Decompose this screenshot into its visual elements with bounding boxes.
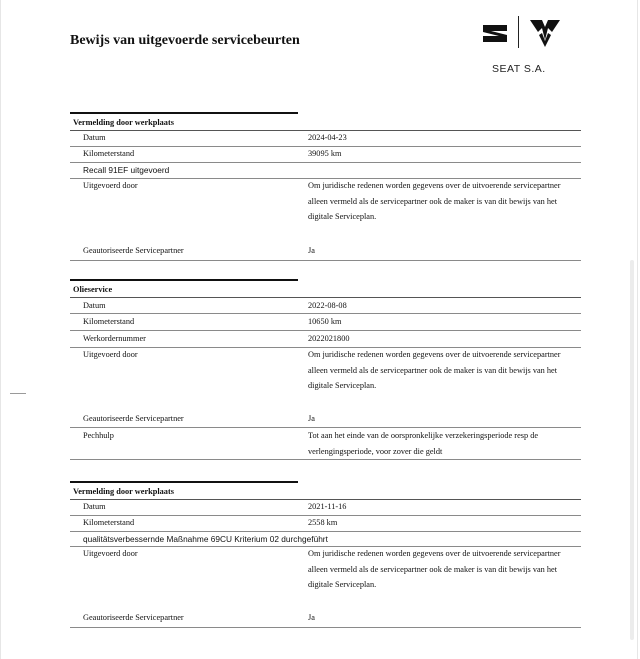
section-heading: Vermelding door werkplaats — [73, 118, 174, 127]
row-label-date: Datum — [83, 502, 106, 511]
row-label-performed-by: Uitgevoerd door — [83, 549, 138, 558]
row-divider — [70, 499, 581, 500]
row-value-authorized: Ja — [308, 613, 315, 622]
page-edge-right — [637, 0, 638, 659]
row-value-mileage: 39095 km — [308, 149, 342, 158]
service-section-2 — [70, 279, 581, 463]
cupra-logo-icon — [528, 16, 562, 50]
row-value-authorized: Ja — [308, 246, 315, 255]
row-divider — [70, 297, 581, 298]
row-divider — [70, 515, 581, 516]
section-heading: Olieservice — [73, 285, 113, 294]
section-top-bar — [70, 481, 298, 483]
row-value-mileage: 10650 km — [308, 317, 342, 326]
section-heading: Vermelding door werkplaats — [73, 487, 174, 496]
row-divider — [70, 531, 581, 532]
row-value-roadside: Tot aan het einde van de oorspronkelijke verzekeringsperiode resp de verlengingsperiode, voor zover die geldt — [308, 431, 539, 456]
row-label-mileage: Kilometerstand — [83, 149, 135, 158]
row-value-date: 2024-04-23 — [308, 133, 347, 142]
service-section-3 — [70, 481, 581, 631]
row-label-work-order: Werkordernummer — [83, 334, 146, 343]
row-divider — [70, 627, 581, 628]
row-value-date: 2021-11-16 — [308, 502, 347, 511]
row-value-performed-by: Om juridische redenen worden gegevens over de uitvoerende servicepartner alleen vermeld als de servicepartner ook de maker is van dit bewijs van het digitale Serviceplan. — [308, 549, 561, 589]
row-divider — [70, 313, 581, 314]
row-value-mileage: 2558 km — [308, 518, 338, 527]
margin-mark — [10, 393, 26, 394]
row-label-authorized: Geautoriseerde Servicepartner — [83, 414, 184, 423]
row-value-performed-by: Om juridische redenen worden gegevens over de uitvoerende servicepartner alleen vermeld als de servicepartner ook de maker is van dit bewijs van het digitale Serviceplan. — [308, 350, 561, 390]
row-note: Recall 91EF uitgevoerd — [83, 165, 170, 175]
row-value-date: 2022-08-08 — [308, 301, 347, 310]
row-label-date: Datum — [83, 301, 106, 310]
section-top-bar — [70, 112, 298, 114]
row-divider — [70, 330, 581, 331]
row-label-authorized: Geautoriseerde Servicepartner — [83, 246, 184, 255]
row-label-authorized: Geautoriseerde Servicepartner — [83, 613, 184, 622]
row-label-performed-by: Uitgevoerd door — [83, 350, 138, 359]
row-note: qualitätsverbessernde Maßnahme 69CU Kriterium 02 durchgeführt — [83, 534, 328, 544]
row-label-mileage: Kilometerstand — [83, 518, 135, 527]
row-value-authorized: Ja — [308, 414, 315, 423]
section-top-bar — [70, 279, 298, 281]
row-label-date: Datum — [83, 133, 106, 142]
row-divider — [70, 459, 581, 460]
row-label-performed-by: Uitgevoerd door — [83, 181, 138, 190]
row-value-work-order: 2022021800 — [308, 334, 350, 343]
logo-divider — [518, 16, 519, 48]
row-divider — [70, 146, 581, 147]
brand-name: SEAT S.A. — [492, 63, 546, 75]
service-section-1 — [70, 112, 581, 262]
scrollbar[interactable] — [630, 260, 634, 640]
seat-logo-icon — [480, 18, 510, 48]
page-edge-left — [0, 0, 1, 659]
row-divider — [70, 130, 581, 131]
row-divider — [70, 162, 581, 163]
row-label-roadside: Pechhulp — [83, 431, 114, 440]
row-divider — [70, 260, 581, 261]
document-title: Bewijs van uitgevoerde servicebeurten — [70, 33, 300, 48]
row-label-mileage: Kilometerstand — [83, 317, 135, 326]
brand-logos — [476, 14, 566, 54]
row-value-performed-by: Om juridische redenen worden gegevens over de uitvoerende servicepartner alleen vermeld als de servicepartner ook de maker is van dit bewijs van het digitale Serviceplan. — [308, 181, 561, 221]
